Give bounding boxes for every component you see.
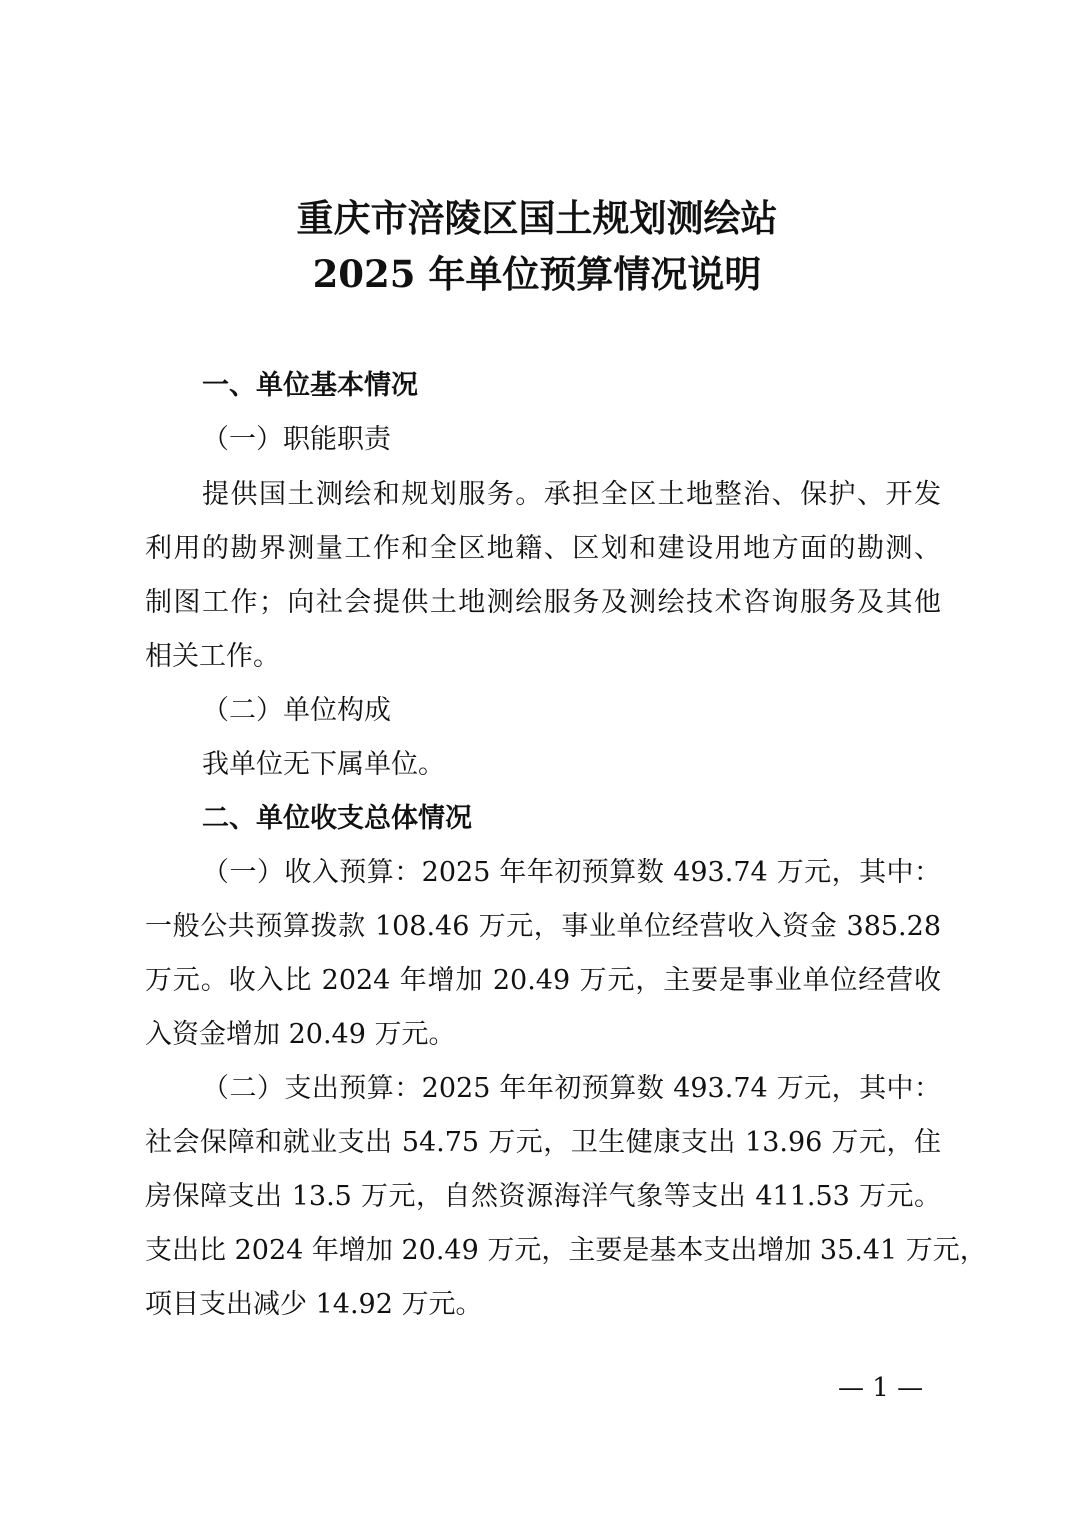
document-title-line-2: 2025 年单位预算情况说明 bbox=[312, 252, 762, 296]
section-2-heading: 二、单位收支总体情况 bbox=[202, 803, 472, 834]
expense-paragraph-line: 社会保障和就业支出 54.75 万元，卫生健康支出 13.96 万元，住 bbox=[145, 1127, 941, 1158]
expense-paragraph-line: 项目支出减少 14.92 万元。 bbox=[145, 1289, 483, 1320]
duties-paragraph-line: 利用的勘界测量工作和全区地籍、区划和建设用地方面的勘测、 bbox=[145, 533, 941, 564]
income-paragraph-line: 入资金增加 20.49 万元。 bbox=[145, 1019, 456, 1050]
subsection-duties-heading: （一）职能职责 bbox=[202, 424, 391, 455]
subsection-composition-heading: （二）单位构成 bbox=[202, 695, 391, 726]
composition-paragraph: 我单位无下属单位。 bbox=[202, 749, 445, 780]
expense-paragraph-line: （二）支出预算：2025 年年初预算数 493.74 万元，其中： bbox=[202, 1073, 941, 1104]
duties-paragraph-line: 制图工作；向社会提供土地测绘服务及测绘技术咨询服务及其他 bbox=[145, 587, 941, 618]
duties-paragraph-line: 提供国土测绘和规划服务。承担全区土地整治、保护、开发 bbox=[202, 479, 941, 510]
expense-paragraph-line: 房保障支出 13.5 万元，自然资源海洋气象等支出 411.53 万元。 bbox=[145, 1181, 941, 1212]
page-number: — 1 — bbox=[838, 1373, 924, 1403]
section-1-heading: 一、单位基本情况 bbox=[202, 370, 418, 401]
income-paragraph-line: 一般公共预算拨款 108.46 万元，事业单位经营收入资金 385.28 bbox=[145, 911, 941, 942]
document-title-line-1: 重庆市涪陵区国土规划测绘站 bbox=[296, 196, 778, 240]
expense-paragraph-line: 支出比 2024 年增加 20.49 万元，主要是基本支出增加 35.41 万元， bbox=[145, 1235, 987, 1266]
duties-paragraph-line: 相关工作。 bbox=[145, 641, 280, 672]
income-paragraph-line: 万元。收入比 2024 年增加 20.49 万元，主要是事业单位经营收 bbox=[145, 965, 941, 996]
income-paragraph-line: （一）收入预算：2025 年年初预算数 493.74 万元，其中： bbox=[202, 857, 941, 888]
